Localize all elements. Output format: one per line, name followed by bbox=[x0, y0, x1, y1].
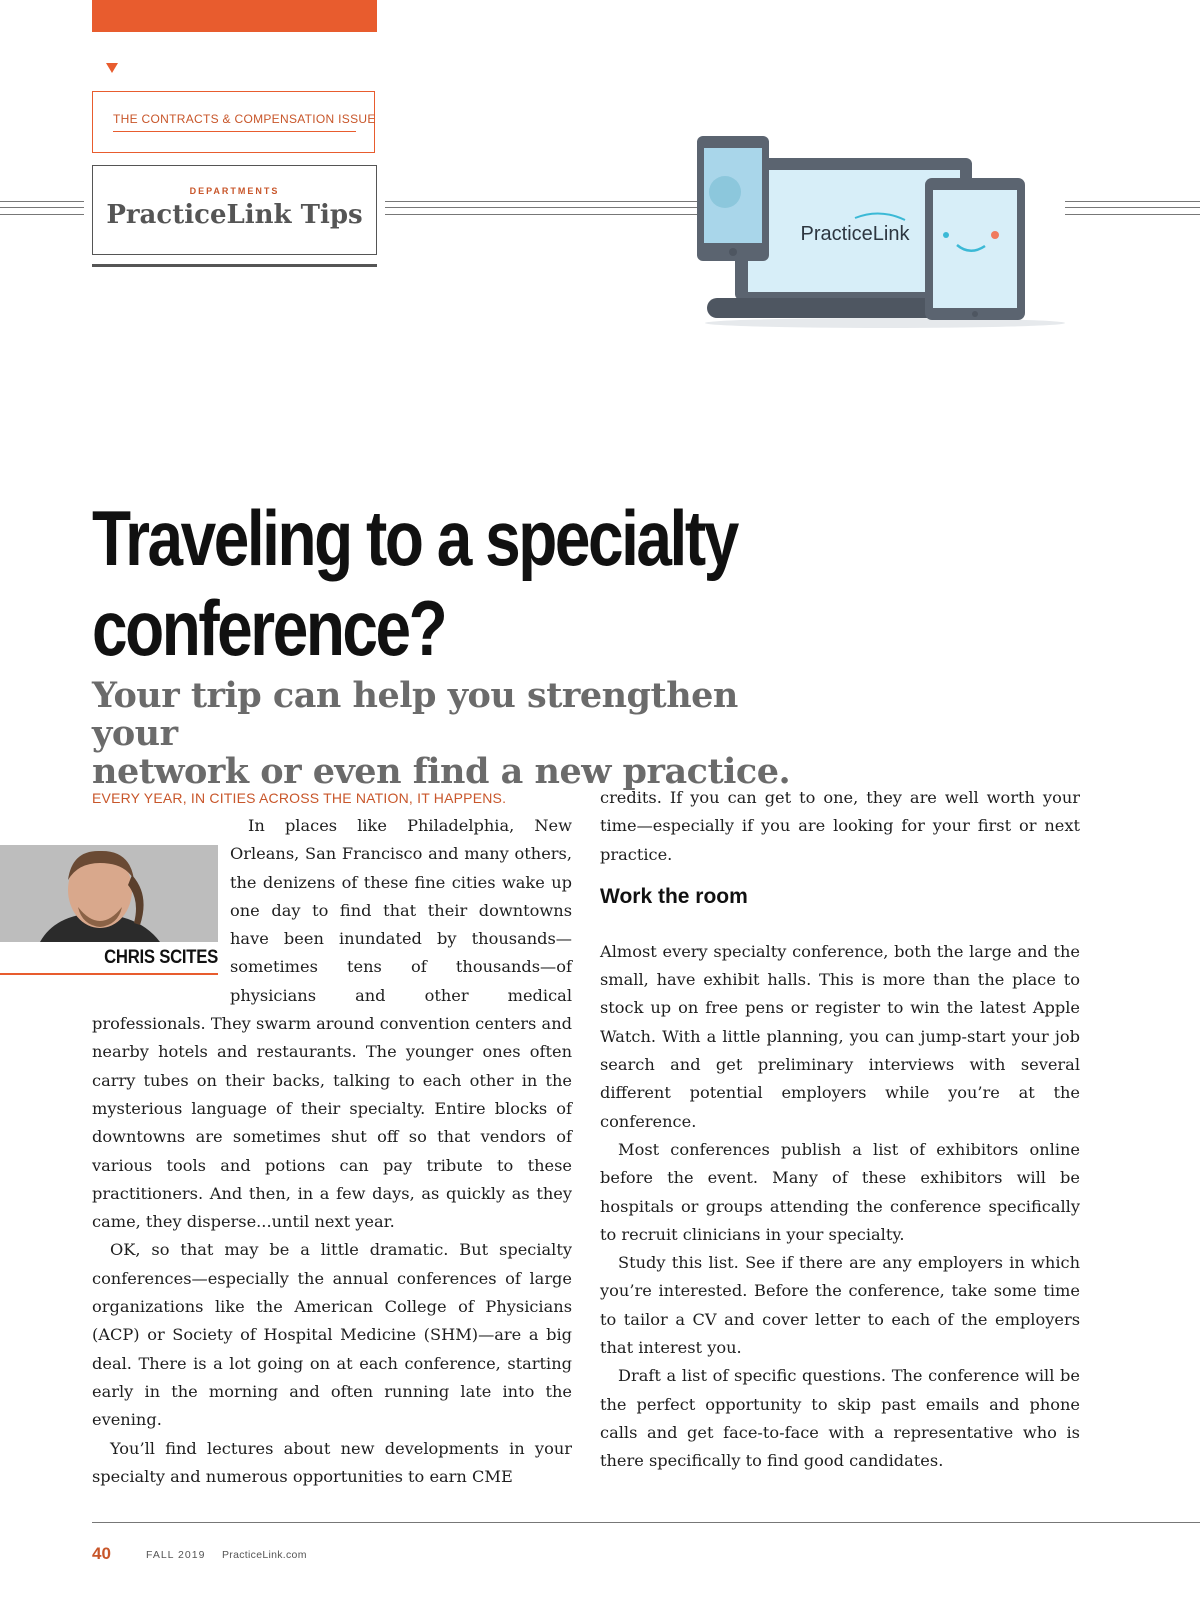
paragraph: Most conferences publish a list of exhibitors online before the event. Many of these exhibitors will be hospitals or groups attending the conference specifically to recruit clinicians in your specialty. bbox=[600, 1139, 1080, 1244]
phone-button bbox=[729, 248, 737, 256]
department-underline bbox=[92, 264, 377, 267]
article-title-line2: conference? bbox=[92, 584, 446, 672]
issue-label-box bbox=[92, 91, 375, 153]
footer-site-link[interactable]: PracticeLink.com bbox=[222, 1549, 307, 1561]
section-heading: Work the room bbox=[600, 884, 748, 908]
tablet-button bbox=[972, 311, 978, 317]
decorative-rule-middle bbox=[385, 201, 698, 215]
article-column-left bbox=[92, 784, 572, 1491]
practicelink-logo: PracticeLink bbox=[800, 223, 910, 245]
article-kicker: EVERY YEAR, IN CITIES ACROSS THE NATION, IT HAPPENS. bbox=[92, 790, 507, 806]
article-title bbox=[92, 493, 830, 673]
article-title-line1: Traveling to a specialty bbox=[92, 494, 737, 582]
paragraph: Study this list. See if there are any employers in which you’re interested. Before the conference, take some time to tailor a CV and cover letter to each of the employers that interest you. bbox=[600, 1253, 1080, 1358]
department-label: DEPARTMENTS bbox=[189, 186, 280, 196]
department-title: PracticeLink Tips bbox=[106, 200, 363, 230]
paragraph: You’ll find lectures about new developments in your specialty and numerous opportunities to earn CME bbox=[92, 1438, 572, 1486]
triangle-marker-icon bbox=[106, 63, 118, 73]
devices-illustration bbox=[695, 130, 1070, 330]
decorative-rule-right bbox=[1065, 201, 1200, 215]
tablet-face-eye-right bbox=[991, 231, 999, 239]
paragraph: Draft a list of specific questions. The conference will be the perfect opportunity to skip past emails and phone calls and get face-to-face with a representative who is there specifically to find good candidates. bbox=[600, 1366, 1080, 1471]
author-name: CHRIS SCITES bbox=[104, 947, 218, 968]
article-subtitle bbox=[92, 677, 792, 791]
paragraph: OK, so that may be a little dramatic. But specialty conferences—especially the annual conferences of large organizations like the American College of Physicians (ACP) or Society of Hospital Medicine (SHM)—are a big deal. There is a lot going on at each conference, starting early in the morning and often running late into the evening. bbox=[92, 1240, 572, 1430]
paragraph: Almost every specialty conference, both the large and the small, have exhibit halls. This is more than the place to stock up on free pens or register to win the latest Apple Watch. With a little planning, you can jump-start your job search and get preliminary interviews with several different potential employers while you’re at the conference. bbox=[600, 941, 1080, 1131]
article-column-right bbox=[600, 784, 1080, 1476]
footer-rule bbox=[92, 1522, 1200, 1523]
department-box bbox=[92, 165, 377, 255]
photo-wrap-space bbox=[92, 812, 230, 987]
footer-issue: FALL 2019 bbox=[146, 1549, 206, 1561]
tablet-face-eye-left bbox=[943, 232, 949, 238]
phone-screen-circle bbox=[709, 176, 741, 208]
tablet-screen bbox=[933, 190, 1017, 308]
article-subtitle-line2: network or even find a new practice. bbox=[92, 751, 791, 792]
issue-label: THE CONTRACTS & COMPENSATION ISSUE bbox=[113, 112, 356, 132]
page-number: 40 bbox=[92, 1544, 111, 1563]
paragraph: In places like Philadelphia, New Orleans, San Francisco and many others, the denizens of these fine cities wake up one day to find that their downtowns have been inundated by thousands—sometimes tens of thousands—of physicians and other medical professionals. They swarm around convention centers and nearby hotels and restaurants. The younger ones often carry tubes on their backs, talking to each other in the mysterious language of their specialty. Entire blocks of downtowns are sometimes shut off so that vendors of various tools and potions can pay tribute to these practitioners. And then, in a few days, as quickly as they came, they disperse...until next year. bbox=[92, 816, 572, 1232]
paragraph: credits. If you can get to one, they are well worth your time—especially if you are looking for your first or next practice. bbox=[600, 788, 1080, 864]
accent-bar bbox=[92, 0, 377, 32]
decorative-rule-left bbox=[0, 201, 84, 215]
article-subtitle-line1: Your trip can help you strengthen your bbox=[92, 675, 738, 754]
